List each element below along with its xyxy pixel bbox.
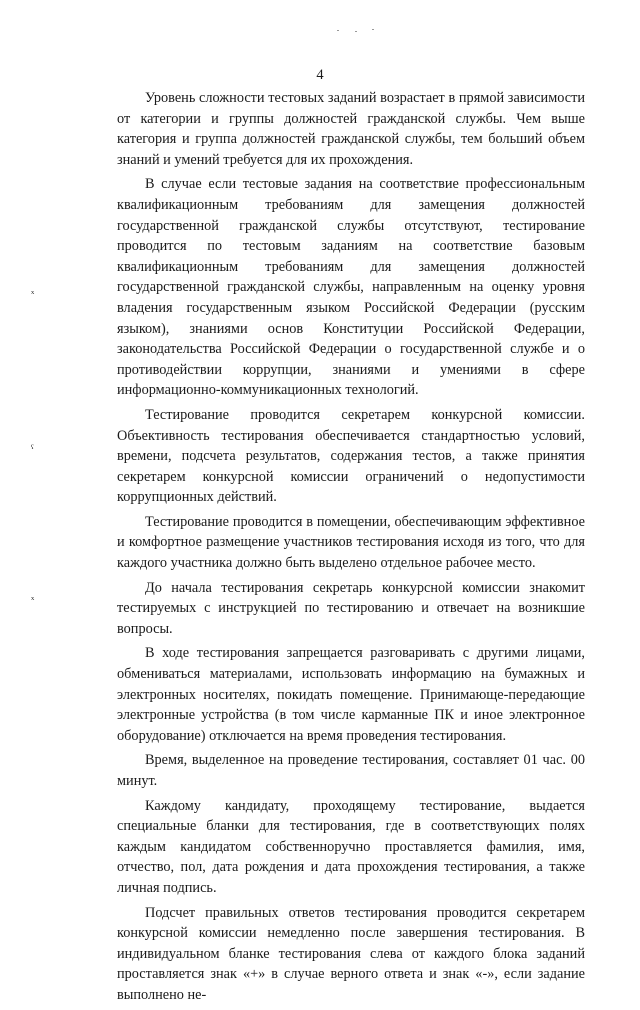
paragraph: Тестирование проводится секретарем конкурсной комиссии. Объективность тестирования обеспечивается стандартностью условий, времени, подсчета результатов, содержания тестов, а также принятия секретарем конкурсной комиссии ограничений о недопустимости коррупционных действий. [117, 406, 585, 506]
paragraph: До начала тестирования секретарь конкурсной комиссии знакомит тестируемых с инструкцией по тестированию и отвечает на возникшие вопросы. [117, 579, 585, 637]
paragraph: В случае если тестовые задания на соответствие профессиональным квалификационным требованиям для замещения должностей государственной гражданской службы отсутствуют, тестирование проводится по тестовым заданиям на соответствие базовым квалификационным требованиям для замещения должностей государственной гражданской службы, направленным на оценку уровня владения государственным языком Российской Федерации (русским языком), знаниями основ Конституции Российской Федерации, законодательства Российской Федерации о государственной службе и о противодействии коррупции, знаниями и умениями в сфере информационно-коммуникационных технологий. [117, 176, 585, 399]
page-number: 4 [316, 67, 324, 83]
scan-speck [337, 30, 339, 31]
scan-speck [355, 31, 357, 32]
document-body [117, 88, 585, 1010]
binding-hole-mark: ˤ [31, 443, 34, 455]
paragraph: Уровень сложности тестовых заданий возрастает в прямой зависимости от категории и группы должностей гражданской службы. Чем выше категория и группа должностей гражданской службы, тем больший объем знаний и умений требуется для их прохождения. [117, 90, 585, 168]
paragraph: Время, выделенное на проведение тестирования, составляет 01 час. 00 минут. [117, 752, 585, 789]
paragraph: Подсчет правильных ответов тестирования проводится секретарем конкурсной комиссии немедленно после завершения тестирования. В индивидуальном бланке тестирования слева от каждого блока заданий проставляется знак «+» в случае верного ответа и знак «-», если задание выполнено не- [117, 904, 585, 1003]
binding-hole-mark: ˣ [31, 288, 35, 300]
paragraph: В ходе тестирования запрещается разговаривать с другими лицами, обмениваться материалами, использовать информацию на бумажных и электронных носителях, покидать помещение. Принимающе-передающие электронные устройства (в том числе карманные ПК и иное электронное оборудование) отключается на время проведения тестирования. [117, 645, 585, 744]
paragraph: Каждому кандидату, проходящему тестирование, выдается специальные бланки для тестирования, где в соответствующих полях каждым кандидатом собственноручно проставляется фамилия, имя, отчество, пол, дата рождения и дата прохождения тестирования, а также личная подпись. [117, 797, 585, 896]
scan-speck [372, 29, 374, 30]
paragraph: Тестирование проводится в помещении, обеспечивающим эффективное и комфортное размещение участников тестирования исходя из того, что для каждого участника должно быть выделено отдельное рабочее место. [117, 513, 585, 572]
binding-hole-mark: ˣ [31, 594, 35, 606]
